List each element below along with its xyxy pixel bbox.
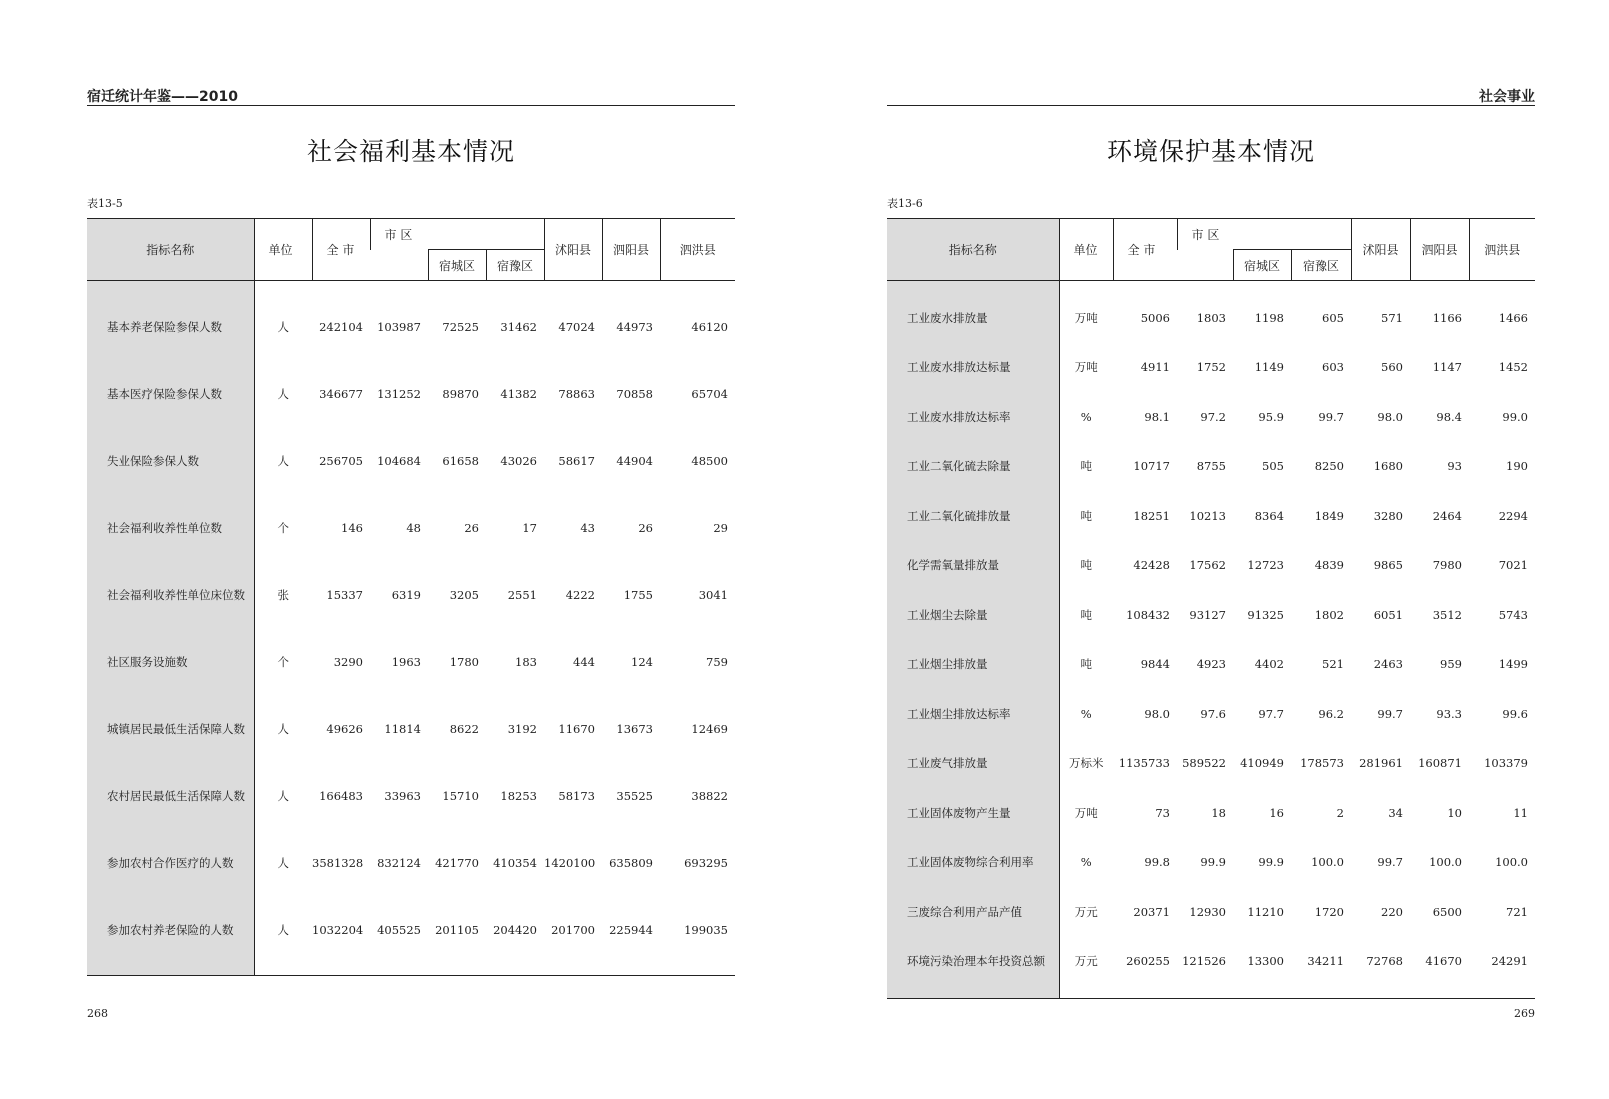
header-county-1: 沭阳县 (1351, 219, 1410, 281)
value-cell: 11814 (384, 721, 421, 736)
value-cell: 100.0 (1311, 855, 1344, 870)
value-cell: 73 (1155, 805, 1170, 820)
table-row (87, 896, 735, 963)
value-cell: 721 (1506, 904, 1528, 919)
value-cell: 9844 (1140, 657, 1170, 672)
value-cell: 759 (706, 654, 728, 669)
padding-cell (1059, 281, 1535, 294)
value-cell: 18253 (500, 788, 537, 803)
indicator-name: 环境污染治理本年投资总额 (887, 937, 1059, 987)
value-cell: 29 (713, 520, 728, 535)
value-cell: 635809 (609, 855, 653, 870)
value-cell: 1752 (1196, 360, 1226, 375)
table-row (887, 392, 1535, 442)
value-cell: 103379 (1484, 756, 1528, 771)
value-cell: 5006 (1140, 310, 1170, 325)
value-cell: 1149 (1254, 360, 1284, 375)
value-cell: 405525 (377, 922, 421, 937)
value-cell: 3280 (1373, 508, 1403, 523)
value-cell: 26 (464, 520, 479, 535)
unit-cell: 人 (277, 319, 289, 334)
value-cell: 11210 (1247, 904, 1284, 919)
value-cell: 166483 (319, 788, 363, 803)
value-cell: 97.7 (1258, 706, 1284, 721)
unit-cell: % (1080, 409, 1092, 424)
value-cell: 1802 (1314, 607, 1344, 622)
welfare-table (87, 218, 735, 976)
header-city-total: 全 市 (312, 219, 370, 281)
value-cell: 4402 (1254, 657, 1284, 672)
value-cell: 959 (1440, 657, 1462, 672)
padding-cell (87, 963, 254, 976)
value-cell: 93127 (1189, 607, 1226, 622)
value-cell: 5743 (1498, 607, 1528, 622)
value-cell: 589522 (1182, 756, 1226, 771)
value-cell: 1680 (1373, 459, 1403, 474)
table-row (887, 689, 1535, 739)
value-cell: 49626 (326, 721, 363, 736)
table-row (887, 640, 1535, 690)
table-row (887, 541, 1535, 591)
unit-cell: 人 (277, 721, 289, 736)
indicator-name: 参加农村养老保险的人数 (87, 896, 254, 963)
value-cell: 571 (1381, 310, 1403, 325)
unit-cell: 万元 (1074, 954, 1098, 969)
unit-cell: 人 (277, 386, 289, 401)
value-cell: 1803 (1196, 310, 1226, 325)
value-cell: 11 (1513, 805, 1528, 820)
indicator-name: 工业废气排放量 (887, 739, 1059, 789)
value-cell: 35525 (616, 788, 653, 803)
indicator-name: 城镇居民最低生活保障人数 (87, 695, 254, 762)
value-cell: 18 (1211, 805, 1226, 820)
value-cell: 1166 (1432, 310, 1462, 325)
header-city-total: 全 市 (1113, 219, 1177, 281)
value-cell: 34211 (1307, 954, 1344, 969)
value-cell: 26 (638, 520, 653, 535)
value-cell: 99.9 (1258, 855, 1284, 870)
value-cell: 1499 (1498, 657, 1528, 672)
table-label: 表13-5 (87, 197, 123, 210)
value-cell: 44904 (616, 453, 653, 468)
indicator-name: 工业烟尘排放量 (887, 640, 1059, 690)
value-cell: 97.2 (1200, 409, 1226, 424)
value-cell: 281961 (1359, 756, 1403, 771)
value-cell: 89870 (442, 386, 479, 401)
value-cell: 4923 (1196, 657, 1226, 672)
page-number: 269 (1514, 1007, 1535, 1020)
value-cell: 61658 (442, 453, 479, 468)
value-cell: 9865 (1373, 558, 1403, 573)
padding-row (87, 281, 735, 294)
padding-cell (254, 281, 735, 294)
value-cell: 444 (573, 654, 595, 669)
value-cell: 7021 (1498, 558, 1528, 573)
padding-cell (254, 963, 735, 976)
page-title: 社会福利基本情况 (306, 137, 515, 166)
padding-cell (1059, 986, 1535, 999)
value-cell: 410949 (1240, 756, 1284, 771)
table-row (87, 628, 735, 695)
value-cell: 1135733 (1118, 756, 1170, 771)
indicator-name: 工业烟尘排放达标率 (887, 689, 1059, 739)
value-cell: 201700 (551, 922, 595, 937)
value-cell: 13300 (1247, 954, 1284, 969)
padding-row (887, 986, 1535, 999)
value-cell: 124 (631, 654, 653, 669)
value-cell: 204420 (493, 922, 537, 937)
value-cell: 8250 (1314, 459, 1344, 474)
indicator-name: 工业二氧化硫排放量 (887, 491, 1059, 541)
value-cell: 20371 (1133, 904, 1170, 919)
value-cell: 2294 (1498, 508, 1528, 523)
page-number: 268 (87, 1007, 108, 1020)
value-cell: 6500 (1432, 904, 1462, 919)
unit-cell: % (1080, 855, 1092, 870)
value-cell: 72525 (442, 319, 479, 334)
value-cell: 70858 (616, 386, 653, 401)
unit-cell: 万吨 (1074, 310, 1098, 325)
value-cell: 103987 (377, 319, 421, 334)
value-cell: 24291 (1491, 954, 1528, 969)
table-row (887, 590, 1535, 640)
value-cell: 93 (1447, 459, 1462, 474)
value-cell: 178573 (1300, 756, 1344, 771)
unit-cell: 个 (277, 654, 289, 669)
unit-cell: 万吨 (1074, 805, 1098, 820)
table-row (887, 293, 1535, 343)
value-cell: 225944 (609, 922, 653, 937)
value-cell: 220 (1381, 904, 1403, 919)
value-cell: 1720 (1314, 904, 1344, 919)
value-cell: 242104 (319, 319, 363, 334)
indicator-name: 化学需氧量排放量 (887, 541, 1059, 591)
value-cell: 16 (1269, 805, 1284, 820)
indicator-name: 社会福利收养性单位床位数 (87, 561, 254, 628)
table-row (887, 442, 1535, 492)
value-cell: 48 (406, 520, 421, 535)
value-cell: 12469 (691, 721, 728, 736)
indicator-name: 社区服务设施数 (87, 628, 254, 695)
value-cell: 99.0 (1502, 409, 1528, 424)
value-cell: 521 (1322, 657, 1344, 672)
table-row (87, 829, 735, 896)
value-cell: 183 (515, 654, 537, 669)
unit-cell: 张 (277, 587, 289, 602)
unit-cell: 吨 (1080, 508, 1092, 523)
value-cell: 15337 (326, 587, 363, 602)
value-cell: 8364 (1254, 508, 1284, 523)
value-cell: 33963 (384, 788, 421, 803)
value-cell: 3041 (698, 587, 728, 602)
indicator-name: 基本养老保险参保人数 (87, 293, 254, 360)
value-cell: 8622 (449, 721, 479, 736)
header-urban-district: 市 区 (370, 219, 544, 250)
table-row (87, 293, 735, 360)
environment-table (887, 218, 1535, 999)
value-cell: 15710 (442, 788, 479, 803)
value-cell: 48500 (691, 453, 728, 468)
value-cell: 256705 (319, 453, 363, 468)
header-unit: 单位 (1059, 219, 1113, 281)
value-cell: 10717 (1133, 459, 1170, 474)
running-head (887, 85, 1535, 106)
indicator-name: 工业废水排放达标率 (887, 392, 1059, 442)
header-indicator-name: 指标名称 (887, 219, 1059, 281)
indicator-name: 基本医疗保险参保人数 (87, 360, 254, 427)
value-cell: 3290 (333, 654, 363, 669)
header-row (887, 219, 1535, 250)
value-cell: 91325 (1247, 607, 1284, 622)
value-cell: 6319 (391, 587, 421, 602)
left-page (87, 0, 735, 1099)
value-cell: 12723 (1247, 558, 1284, 573)
value-cell: 42428 (1133, 558, 1170, 573)
header-unit: 单位 (254, 219, 312, 281)
value-cell: 43 (580, 520, 595, 535)
value-cell: 17 (522, 520, 537, 535)
unit-cell: % (1080, 706, 1092, 721)
value-cell: 832124 (377, 855, 421, 870)
table-row (887, 343, 1535, 393)
indicator-name: 失业保险参保人数 (87, 427, 254, 494)
value-cell: 2463 (1373, 657, 1403, 672)
indicator-name: 工业固体废物综合利用率 (887, 838, 1059, 888)
value-cell: 13673 (616, 721, 653, 736)
value-cell: 58617 (558, 453, 595, 468)
unit-cell: 人 (277, 922, 289, 937)
table-row (887, 788, 1535, 838)
table-row (87, 494, 735, 561)
value-cell: 17562 (1189, 558, 1226, 573)
value-cell: 1420100 (544, 855, 596, 870)
value-cell: 131252 (377, 386, 421, 401)
value-cell: 11670 (558, 721, 595, 736)
indicator-name: 农村居民最低生活保障人数 (87, 762, 254, 829)
value-cell: 58173 (558, 788, 595, 803)
header-urban-blank (1177, 250, 1233, 281)
indicator-name: 三废综合利用产品产值 (887, 887, 1059, 937)
value-cell: 41670 (1425, 954, 1462, 969)
table-row (887, 739, 1535, 789)
value-cell: 346677 (319, 386, 363, 401)
value-cell: 2551 (507, 587, 537, 602)
header-urban-blank (370, 250, 428, 281)
table-row (887, 491, 1535, 541)
value-cell: 44973 (616, 319, 653, 334)
indicator-name: 参加农村合作医疗的人数 (87, 829, 254, 896)
table-row (887, 887, 1535, 937)
value-cell: 34 (1388, 805, 1403, 820)
running-head-text: 社会事业 (1479, 89, 1535, 105)
value-cell: 47024 (558, 319, 595, 334)
indicator-name: 社会福利收养性单位数 (87, 494, 254, 561)
value-cell: 43026 (500, 453, 537, 468)
value-cell: 146 (341, 520, 363, 535)
table-label: 表13-6 (887, 197, 923, 210)
value-cell: 10 (1447, 805, 1462, 820)
value-cell: 4839 (1314, 558, 1344, 573)
padding-cell (887, 986, 1059, 999)
table-row (87, 427, 735, 494)
value-cell: 1849 (1314, 508, 1344, 523)
value-cell: 98.0 (1377, 409, 1403, 424)
value-cell: 2464 (1432, 508, 1462, 523)
value-cell: 104684 (377, 453, 421, 468)
unit-cell: 吨 (1080, 558, 1092, 573)
value-cell: 99.7 (1377, 706, 1403, 721)
header-county-2: 泗阳县 (602, 219, 660, 281)
value-cell: 93.3 (1436, 706, 1462, 721)
value-cell: 4222 (565, 587, 595, 602)
indicator-name: 工业烟尘去除量 (887, 590, 1059, 640)
value-cell: 190 (1506, 459, 1528, 474)
value-cell: 96.2 (1318, 706, 1344, 721)
header-district-2: 宿豫区 (1291, 250, 1351, 281)
header-row (87, 219, 735, 250)
header-county-1: 沭阳县 (544, 219, 602, 281)
value-cell: 6051 (1373, 607, 1403, 622)
indicator-name: 工业废水排放达标量 (887, 343, 1059, 393)
padding-row (887, 281, 1535, 294)
header-urban-district: 市 区 (1177, 219, 1351, 250)
unit-cell: 个 (277, 520, 289, 535)
value-cell: 98.4 (1436, 409, 1462, 424)
table-row (87, 762, 735, 829)
value-cell: 3205 (449, 587, 479, 602)
value-cell: 201105 (435, 922, 479, 937)
value-cell: 4911 (1140, 360, 1170, 375)
value-cell: 41382 (500, 386, 537, 401)
value-cell: 95.9 (1258, 409, 1284, 424)
value-cell: 12930 (1189, 904, 1226, 919)
unit-cell: 吨 (1080, 657, 1092, 672)
value-cell: 560 (1381, 360, 1403, 375)
header-county-2: 泗阳县 (1410, 219, 1469, 281)
value-cell: 421770 (435, 855, 479, 870)
value-cell: 97.6 (1200, 706, 1226, 721)
right-page (887, 0, 1535, 1099)
value-cell: 121526 (1182, 954, 1226, 969)
value-cell: 1452 (1498, 360, 1528, 375)
value-cell: 99.6 (1502, 706, 1528, 721)
unit-cell: 万元 (1074, 904, 1098, 919)
value-cell: 31462 (500, 319, 537, 334)
value-cell: 605 (1322, 310, 1344, 325)
table-row (87, 695, 735, 762)
value-cell: 99.9 (1200, 855, 1226, 870)
value-cell: 100.0 (1429, 855, 1462, 870)
table-row (87, 360, 735, 427)
header-district-1: 宿城区 (1233, 250, 1291, 281)
padding-row (87, 963, 735, 976)
value-cell: 410354 (493, 855, 537, 870)
value-cell: 160871 (1418, 756, 1462, 771)
value-cell: 1032204 (312, 922, 364, 937)
table-row (887, 838, 1535, 888)
value-cell: 100.0 (1495, 855, 1528, 870)
value-cell: 693295 (684, 855, 728, 870)
value-cell: 2 (1336, 805, 1344, 820)
value-cell: 8755 (1196, 459, 1226, 474)
value-cell: 199035 (684, 922, 728, 937)
value-cell: 7980 (1432, 558, 1462, 573)
value-cell: 1147 (1432, 360, 1462, 375)
value-cell: 505 (1262, 459, 1284, 474)
value-cell: 99.8 (1144, 855, 1170, 870)
padding-cell (887, 281, 1059, 294)
header-district-2: 宿豫区 (486, 250, 544, 281)
page-title: 环境保护基本情况 (1106, 137, 1315, 166)
value-cell: 260255 (1126, 954, 1170, 969)
value-cell: 18251 (1133, 508, 1170, 523)
unit-cell: 人 (277, 855, 289, 870)
unit-cell: 人 (277, 788, 289, 803)
value-cell: 603 (1322, 360, 1344, 375)
unit-cell: 万吨 (1074, 360, 1098, 375)
unit-cell: 吨 (1080, 459, 1092, 474)
table-row (887, 937, 1535, 987)
unit-cell: 万标米 (1069, 756, 1104, 771)
value-cell: 65704 (691, 386, 728, 401)
value-cell: 3192 (507, 721, 537, 736)
value-cell: 3512 (1432, 607, 1462, 622)
unit-cell: 人 (277, 453, 289, 468)
value-cell: 1963 (391, 654, 421, 669)
value-cell: 1780 (449, 654, 479, 669)
indicator-name: 工业二氧化硫去除量 (887, 442, 1059, 492)
header-district-1: 宿城区 (428, 250, 486, 281)
running-head (87, 85, 735, 106)
value-cell: 1198 (1254, 310, 1284, 325)
running-head-text: 宿迁统计年鉴——2010 (87, 89, 238, 105)
value-cell: 108432 (1126, 607, 1170, 622)
table-row (87, 561, 735, 628)
value-cell: 46120 (691, 319, 728, 334)
header-county-3: 泗洪县 (660, 219, 735, 281)
indicator-name: 工业废水排放量 (887, 293, 1059, 343)
value-cell: 1466 (1498, 310, 1528, 325)
header-county-3: 泗洪县 (1469, 219, 1535, 281)
indicator-name: 工业固体废物产生量 (887, 788, 1059, 838)
value-cell: 99.7 (1377, 855, 1403, 870)
value-cell: 98.0 (1144, 706, 1170, 721)
value-cell: 78863 (558, 386, 595, 401)
unit-cell: 吨 (1080, 607, 1092, 622)
value-cell: 3581328 (312, 855, 364, 870)
value-cell: 38822 (691, 788, 728, 803)
value-cell: 72768 (1366, 954, 1403, 969)
value-cell: 1755 (623, 587, 653, 602)
padding-cell (87, 281, 254, 294)
value-cell: 99.7 (1318, 409, 1344, 424)
header-indicator-name: 指标名称 (87, 219, 254, 281)
value-cell: 10213 (1189, 508, 1226, 523)
value-cell: 98.1 (1144, 409, 1170, 424)
